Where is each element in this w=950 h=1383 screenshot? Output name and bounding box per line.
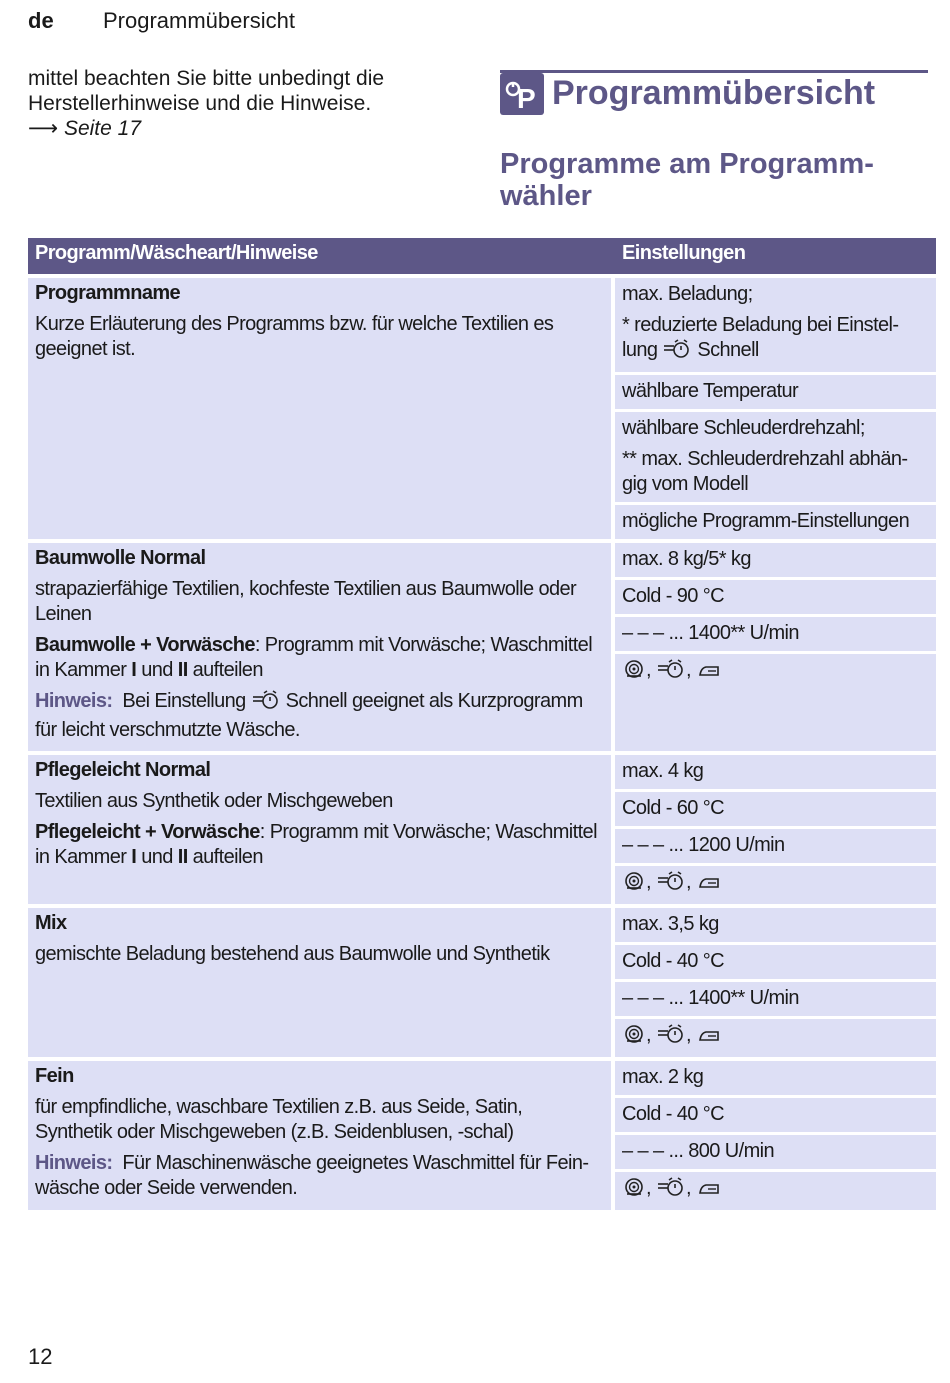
temp-cell: Cold - 60 °C <box>615 792 936 826</box>
programme-name: Mix <box>35 912 67 934</box>
hint-label: Hinweis: <box>35 690 113 712</box>
option-separator: , <box>685 1024 691 1046</box>
table-row-pflegeleicht <box>28 755 936 904</box>
table-row-baumwolle <box>28 543 936 751</box>
temp-cell: Cold - 90 °C <box>615 580 936 614</box>
spin-cell: – – – ... 1400** U/min <box>615 617 936 651</box>
option-separator: , <box>646 1024 651 1046</box>
chamber-2: II <box>177 659 188 681</box>
quick-icon <box>663 338 691 367</box>
and-text: und <box>141 659 173 681</box>
mix-description-cell <box>28 908 611 1057</box>
option-separator: , <box>685 871 691 893</box>
page-reference-link[interactable]: Seite 17 <box>63 117 142 140</box>
hint-text: Für Maschinenwäsche geeignetes Waschmittel für Fein-wäsche oder Seide verwenden. <box>35 1152 589 1199</box>
quick-icon <box>657 870 685 899</box>
option-separator: , <box>646 659 651 681</box>
options-cell: mögliche Programm-Einstellungen <box>615 505 936 539</box>
quick-icon <box>657 1176 685 1205</box>
programme-hint <box>35 1151 604 1201</box>
stain-icon <box>623 1176 645 1205</box>
quick-icon <box>252 689 280 718</box>
variant-name: Baumwolle + Vorwäsche <box>35 634 255 656</box>
programme-variant <box>35 633 604 683</box>
spin-cell: – – – ... 1400** U/min <box>615 982 936 1016</box>
programme-description: gemischte Beladung bestehend aus Baumwolle und Synthetik <box>35 943 550 965</box>
stain-icon <box>623 870 645 899</box>
load-note-text-end: Schnell <box>697 339 759 361</box>
quick-icon <box>657 1023 685 1052</box>
iron-icon <box>697 1176 721 1205</box>
hint-text-end: Schnell geeignet als Kurzprogramm für leicht verschmutzte Wäsche. <box>35 690 583 741</box>
programme-name: Baumwolle Normal <box>35 547 206 569</box>
spin-note: ** max. Schleuderdrehzahl abhän-gig vom Modell <box>622 448 908 495</box>
table-row-mix <box>28 908 936 1057</box>
programme-name: Programmname <box>35 282 181 304</box>
programme-table <box>28 238 936 1210</box>
iron-icon <box>697 870 721 899</box>
programme-description: Kurze Erläuterung des Programms bzw. für welche Textilien es geeignet ist. <box>35 313 554 360</box>
baumwolle-description-cell <box>28 543 611 751</box>
and-text: und <box>141 846 173 868</box>
load-cell: max. 4 kg <box>615 755 936 789</box>
programme-description: strapazierfähige Textilien, kochfeste Textilien aus Baumwolle oder Leinen <box>35 578 577 625</box>
options-cell <box>615 654 936 751</box>
option-separator: , <box>646 871 651 893</box>
load-text: max. Beladung; <box>622 283 753 305</box>
iron-icon <box>697 658 721 687</box>
section-title: Programmübersicht <box>552 74 876 112</box>
legend-description-cell <box>28 278 611 539</box>
chamber-2: II <box>177 846 188 868</box>
stain-icon <box>623 1023 645 1052</box>
header-settings: Einstellungen <box>622 242 746 264</box>
programme-name: Pflegeleicht Normal <box>35 759 211 781</box>
language-code: de <box>28 8 54 33</box>
stain-icon <box>623 658 645 687</box>
intro-paragraph <box>28 66 468 141</box>
load-cell <box>615 278 936 372</box>
spin-cell <box>615 412 936 502</box>
programme-dial-icon <box>500 73 544 115</box>
spin-cell: – – – ... 1200 U/min <box>615 829 936 863</box>
fein-description-cell <box>28 1061 611 1210</box>
section-rule <box>500 70 928 73</box>
header-programme: Programm/Wäscheart/Hinweise <box>35 242 318 264</box>
option-separator: , <box>685 1177 691 1199</box>
variant-text: : Programm mit Vorwäsche; Waschmittel in Kammer <box>35 821 597 868</box>
options-cell <box>615 866 936 904</box>
load-cell: max. 2 kg <box>615 1061 936 1095</box>
table-row-legend <box>28 278 936 539</box>
programme-variant <box>35 820 604 870</box>
pflegeleicht-description-cell <box>28 755 611 904</box>
arrow-icon: ⟶ <box>28 117 59 140</box>
svg-text:P: P <box>517 83 536 114</box>
load-cell: max. 8 kg/5* kg <box>615 543 936 577</box>
quick-icon <box>657 658 685 687</box>
programme-name: Fein <box>35 1065 74 1087</box>
chamber-1: I <box>131 659 137 681</box>
divide-text: aufteilen <box>192 659 263 681</box>
option-separator: , <box>646 1177 651 1199</box>
chamber-1: I <box>131 846 137 868</box>
hint-text: Bei Einstellung <box>122 690 246 712</box>
programme-description: für empfindliche, waschbare Textilien z.B. aus Seide, Satin, Synthetik oder Mischgeweben (z.B. Seidenblusen, -schal) <box>35 1096 523 1143</box>
table-row-fein <box>28 1061 936 1210</box>
programme-hint <box>35 689 604 743</box>
hint-label: Hinweis: <box>35 1152 113 1174</box>
table-header <box>28 238 936 274</box>
options-cell <box>615 1172 936 1210</box>
variant-name: Pflegeleicht + Vorwäsche <box>35 821 260 843</box>
option-separator: , <box>685 659 691 681</box>
load-note-text: * reduzierte Beladung bei Einstel-lung <box>622 314 899 361</box>
temp-cell: wählbare Temperatur <box>615 375 936 409</box>
temp-cell: Cold - 40 °C <box>615 945 936 979</box>
programme-description: Textilien aus Synthetik oder Mischgeweben <box>35 790 393 812</box>
intro-text: mittel beachten Sie bitte unbedingt die Herstellerhinweise und die Hinweise. <box>28 67 385 115</box>
iron-icon <box>697 1023 721 1052</box>
variant-text: : Programm mit Vorwäsche; Waschmittel in Kammer <box>35 634 593 681</box>
options-cell <box>615 1019 936 1057</box>
page-number: 12 <box>28 1344 53 1369</box>
spin-cell: – – – ... 800 U/min <box>615 1135 936 1169</box>
load-note <box>622 313 929 367</box>
running-header-title: Programmübersicht <box>103 8 295 33</box>
temp-cell: Cold - 40 °C <box>615 1098 936 1132</box>
divide-text: aufteilen <box>192 846 263 868</box>
load-cell: max. 3,5 kg <box>615 908 936 942</box>
spin-text: wählbare Schleuderdrehzahl; <box>622 417 865 439</box>
section-subtitle: Programme am Programm-wähler <box>500 148 874 212</box>
